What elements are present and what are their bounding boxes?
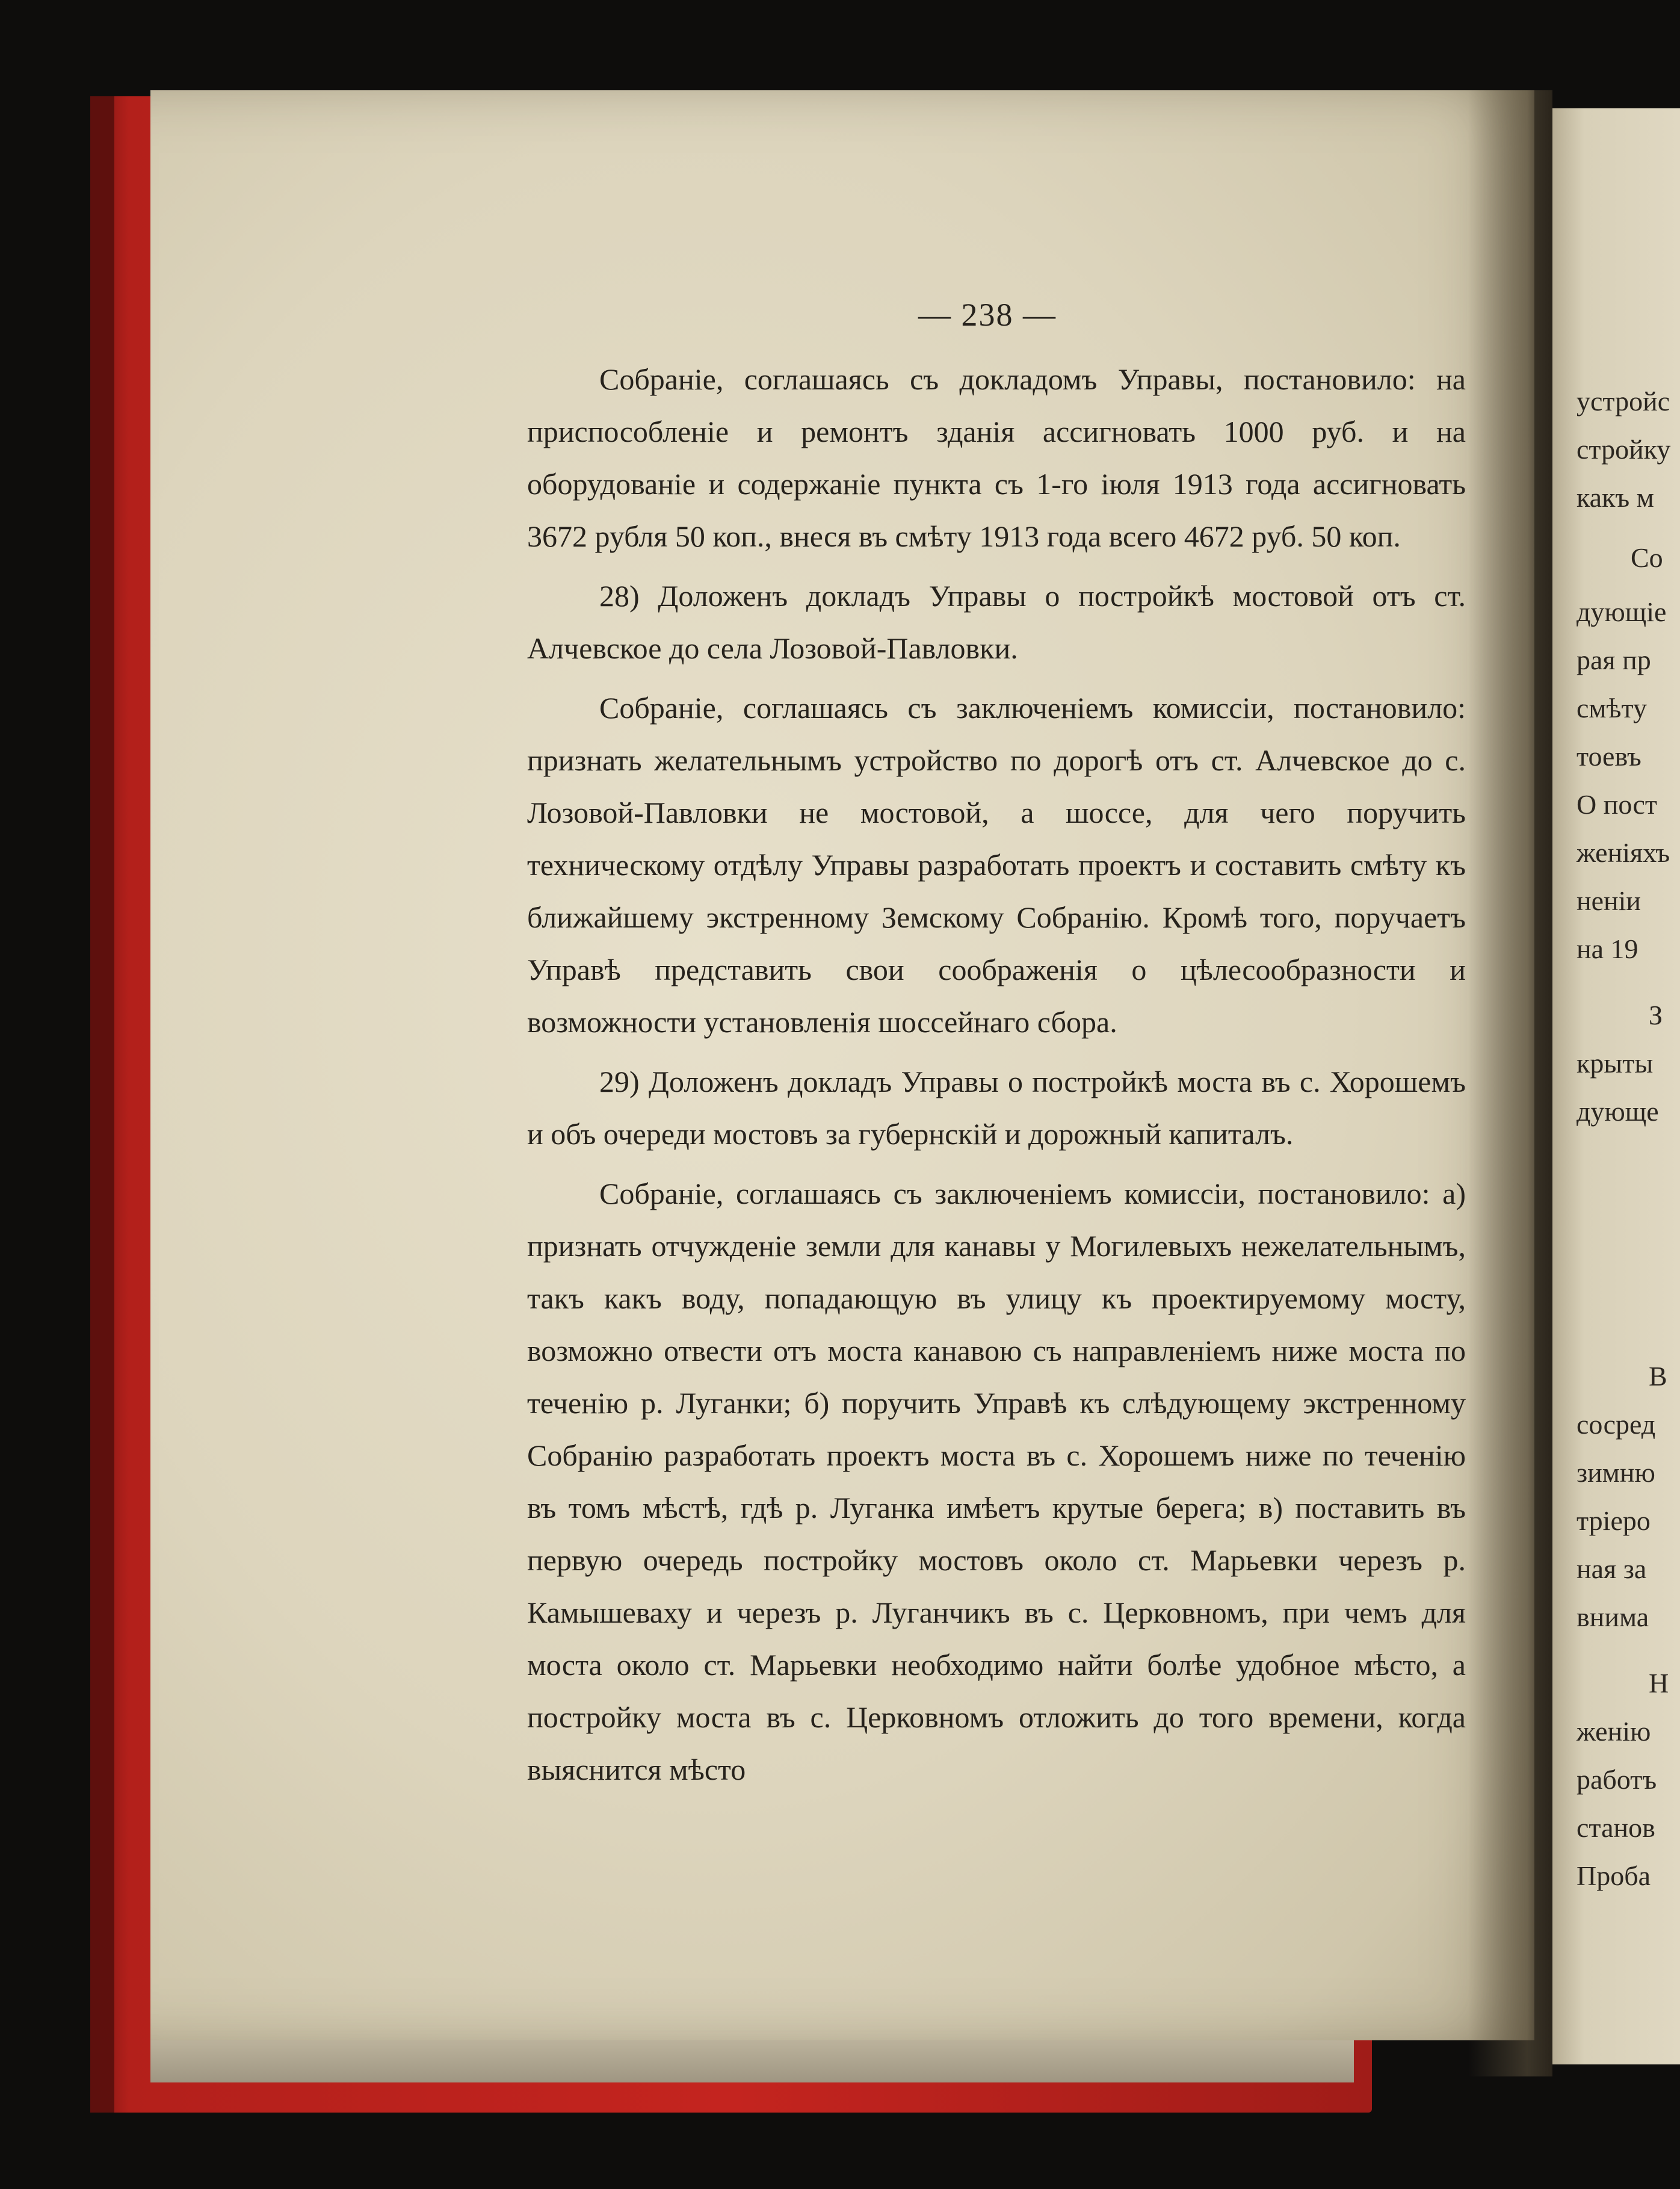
- facing-line: рая пр: [1577, 645, 1651, 675]
- cover-spine-shadow: [90, 96, 114, 2113]
- facing-line: В: [1649, 1361, 1667, 1392]
- facing-line: женіяхъ: [1577, 837, 1670, 868]
- facing-line: зимню: [1577, 1457, 1655, 1488]
- paragraph-text: Собраніе, соглашаясь съ заключеніемъ комиссіи, постановило: а) признать отчужденіе земли для канавы у Могилевыхъ нежелательнымъ, такъ какъ воду, попадающую въ улицу къ проектируемому мосту, возможно отвести отъ моста канавою съ направленіемъ ниже моста по теченію р. Луганки; б) поручить Управѣ къ слѣдующему экстренному Собранію разработать проектъ моста въ с. Хорошемъ ниже по теченію въ томъ мѣстѣ, гдѣ р. Луганка имѣетъ крутые берега; в) поставить въ первую очередь постройку мостовъ около ст. Марьевки черезъ р. Камышеваху и черезъ р. Луганчикъ въ с. Церковномъ, при чемъ для моста около ст. Марьевки необходимо найти болѣе удобное мѣсто, а постройку моста въ с. Церковномъ отложить до того времени, когда выяснится мѣсто: [527, 1177, 1466, 1786]
- facing-line: дующе: [1577, 1096, 1659, 1127]
- facing-line: Н: [1649, 1668, 1669, 1698]
- paragraph-text: Собраніе, соглашаясь съ докладомъ Управы, постановило: на приспособленіе и ремонтъ зданія ассигновать 1000 руб. и на оборудованіе и содержаніе пункта съ 1-го іюля 1913 года ассигновать 3672 рубля 50 коп., внеся въ смѣту 1913 года всего 4672 руб. 50 коп.: [527, 362, 1466, 553]
- page-number: — 238 —: [918, 297, 1057, 333]
- facing-line: Проба: [1577, 1860, 1651, 1891]
- facing-line: женію: [1577, 1716, 1651, 1747]
- facing-line: крыты: [1577, 1048, 1654, 1079]
- facing-line: смѣту: [1577, 693, 1647, 723]
- facing-line: ная за: [1577, 1553, 1647, 1584]
- facing-line: О пост: [1577, 789, 1658, 820]
- facing-line: З: [1649, 1000, 1663, 1030]
- facing-line: стройку: [1577, 434, 1671, 465]
- paragraph-4: [527, 1056, 1466, 1160]
- facing-line: станов: [1577, 1812, 1655, 1843]
- facing-line: дующіе: [1577, 596, 1667, 627]
- facing-line: Со: [1631, 542, 1663, 573]
- facing-line: какъ м: [1577, 482, 1654, 513]
- facing-line: устройс: [1577, 386, 1670, 416]
- facing-line: тоевъ: [1577, 741, 1641, 772]
- facing-line: сосред: [1577, 1409, 1656, 1440]
- paragraph-text: 29) Доложенъ докладъ Управы о постройкѣ моста въ с. Хорошемъ и объ очереди мостовъ за губернскій и дорожный капиталъ.: [527, 1065, 1466, 1151]
- paragraph-text: 28) Доложенъ докладъ Управы о постройкѣ мостовой отъ ст. Алчевское до села Лозовой-Павловки.: [527, 579, 1466, 665]
- paragraph-5: [527, 1168, 1466, 1796]
- paragraph-3: [527, 682, 1466, 1048]
- facing-line: неніи: [1577, 885, 1641, 916]
- paragraph-text: Собраніе, соглашаясь съ заключеніемъ комиссіи, постановило: признать желательнымъ устройство по дорогѣ отъ ст. Алчевское до с. Лозовой-Павловки не мостовой, а шоссе, для чего поручить техническому отдѣлу Управы разработать проектъ и составить смѣту къ ближайшему экстренному Земскому Собранію. Кромѣ того, поручаетъ Управѣ представить свои соображенія о цѣлесообразности и возможности установленія шоссейнаго сбора.: [527, 691, 1466, 1039]
- book-gutter: [1468, 90, 1552, 2076]
- paragraph-1: [527, 353, 1466, 563]
- facing-line: работъ: [1577, 1764, 1657, 1795]
- page-text: [527, 289, 1466, 1803]
- facing-line: тріеро: [1577, 1505, 1651, 1536]
- paragraph-2: [527, 570, 1466, 675]
- facing-line: на 19: [1577, 933, 1638, 964]
- facing-line: внима: [1577, 1602, 1649, 1632]
